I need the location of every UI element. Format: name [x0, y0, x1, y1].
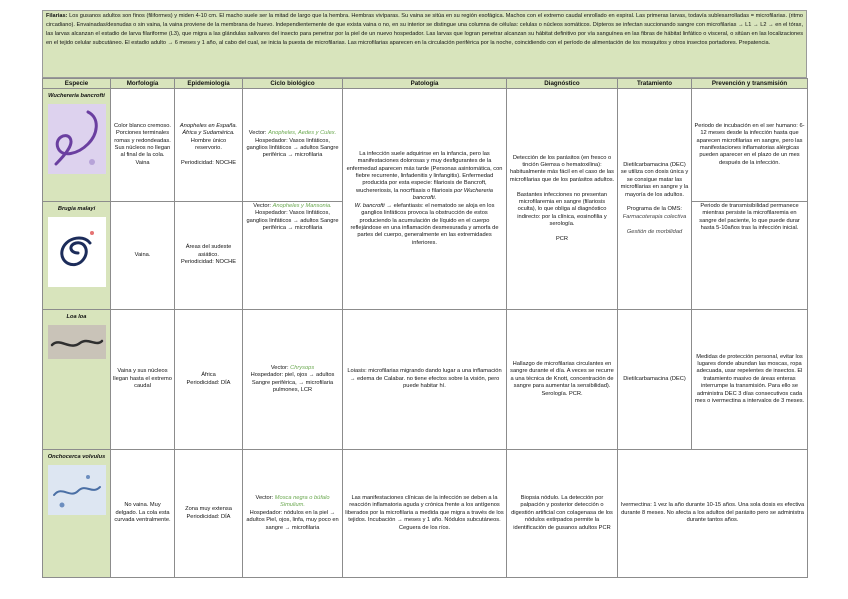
species-name: Loa loa [66, 314, 87, 320]
table-row-wuchereria [43, 89, 808, 202]
species-cell-onchocerca [43, 450, 111, 578]
cycle-cell: Vector: Mosca negra o búfalo Simulium. Hospedador: nódulos en la piel → adultos Piel, ojos, linfa, muy poco en sangre → microfilaria [243, 450, 343, 578]
table-row-onchocerca [43, 450, 808, 578]
treatment-prevention-cell: Ivermectina: 1 vez la año durante 10-15 años. Una sola dosis es efectiva durante 8 meses. No afecta a los adultos del parásito pero se administra durante tantos años. [618, 450, 808, 578]
epidemiology-cell: África Periodicidad: DÍA [175, 310, 243, 450]
morphology-cell: No vaina. Muy delgado. La cola esta curvada ventralmente. [111, 450, 175, 578]
diagnosis-cell: Hallazgo de microfilarias circulantes en sangre durante el día. A veces se recurre a una técnica de Knott, concentración de sangre para aumentar la sensibilidad). Serología. PCR. [507, 310, 618, 450]
epidemiology-cell: Áreas del sudeste asiático. Periodicidad: NOCHE [175, 202, 243, 310]
header-prevencion: Prevención y transmisión [692, 79, 808, 89]
header-tratamiento: Tratamiento [618, 79, 692, 89]
cycle-cell: Vector: Anopheles y Mansonia. Hospedador: Vasos linfáticos, ganglios linfáticos → adultos Sangre periférica → microfilaria [243, 202, 343, 310]
header-especie: Especie [43, 79, 111, 89]
morphology-cell: Color blanco cremoso. Porciones terminales romas y redondeadas. Sus núcleos no llegan al final de la cola. Vaina [111, 89, 175, 202]
intro-text: Los gusanos adultos son finos (filiformes) y miden 4-10 cm. El macho suele ser la mitad de largo que la hembra. Hembras vivíparas. Su vaina se sitúa en su región esofágica. Machos con el extremo caudal enrollado en espiral. Las primeras larvas, todavía sublesarrolladas = microfilarias. (ritmo circadiano). Envainadas/desnudas o sin vaina, la vaina proviene de la membrana de huevo. Independientemente de que exista vaina o no, en su interior se distingue una columna de células: celulas o núcleos somáticos. Dípteros se infectan succionando sangre con microfilarias → L1 → L2 → en el tórax, las larvas alcanzan el estadio de larva filariforme (L3), que migra a las glándulas salivares del insecto para penetrar por la piel de un nuevo hospedador. Las larvas que logran penetrar alcanzan su hábitat definitivo por vía sanguínea en las fibras de hábitat linfático o visceral, o sitúan en las localizaciones en el tejido celular subcutáneo. El estadio adulto → 6 meses y 1 año, al cabo del cual, se inicia la puesta de microfilarias. Las microfilarias aparecen en la circulación periférica por la noche, coincidiendo con el período de alimentación de los mosquitos y otros insectos portadores. Prepatencia. [46, 13, 803, 46]
header-ciclo: Ciclo biológico [243, 79, 343, 89]
cycle-cell: Vector: Anopheles, Aedes y Culex. Hospedador: Vasos linfáticos, ganglios linfáticos → adultos Sangre periférica → microfilaria [243, 89, 343, 202]
species-cell-loa [43, 310, 111, 450]
pathology-cell: Loiasis: microfilarias migrando dando lugar a una inflamación → edema de Calabar. no tiene efectos sobre la visión, pero puede habitar hí. [343, 310, 507, 450]
header-epidemiologia: Epidemiología [175, 79, 243, 89]
cycle-cell: Vector: Chrysops Hospedador: piel, ojos → adultos Sangre periférica, → microfilaria pulmones, LCR [243, 310, 343, 450]
header-morfologia: Morfología [111, 79, 175, 89]
table-row-loa [43, 310, 808, 450]
prevention-cell: Periodo de incubación en el ser humano: 6-12 meses desde la infección hasta que aparecen microfilarias en sangre, pero las manifestaciones inflamatorias alérgicas pueden aparecer en el plazo de un mes después de la infección. [692, 89, 808, 202]
loa-microfilaria-image [48, 325, 106, 359]
treatment-cell: Dietilcarbamacina (DEC) [618, 310, 692, 450]
morphology-cell: Vaina. [111, 202, 175, 310]
species-name: Onchocerca volvulus [47, 454, 106, 460]
header-patologia: Patología [343, 79, 507, 89]
intro-lead: Filarias: [46, 13, 68, 19]
header-diagnostico: Diagnóstico [507, 79, 618, 89]
epidemiology-cell: Anopheles en España. África y Sudamérica. Hombre único reservorio. Periodicidad: NOCHE [175, 89, 243, 202]
species-name: Wuchereria bancrofti [48, 93, 105, 99]
onchocerca-microfilaria-image [48, 465, 106, 515]
prevention-cell: Periodo de transmisibilidad permanece mientras persiste la microfilaremia en sangre del paciente, lo que puede durar hasta 5-10años tras la infección inicial. [692, 202, 808, 310]
pathology-cell: Las manifestaciones clínicas de la infección se deben a la reacción inflamatoria aguda y crónica frente a los antígenos liberados por la microfilaria a medida que migra a través de los tejidos. Incubación → meses y 1 año. Nódulos subcutáneos. Ceguera de los ríos. [343, 450, 507, 578]
brugia-microfilaria-image [48, 217, 106, 287]
header-row [43, 79, 808, 89]
intro-paragraph [42, 10, 807, 78]
epidemiology-cell: Zona muy extensa Periodicidad: DÍA [175, 450, 243, 578]
diagnosis-cell-shared: Detección de los parásitos (en fresco o tinción Giemsa o hematoxilina): habitualmente más fácil en el caso de las microfilarias que de los parásitos adultos. Bastantes infecciones no presentan microfilaremia en sangre (filariosis oculta), lo que obliga al diagnóstico indirecto: por la clínica, eosinofilia y serología. PCR [507, 89, 618, 310]
wuchereria-microfilaria-image [48, 104, 106, 174]
treatment-cell-shared: Dietilcarbamacina (DEC) se utiliza con dosis única y se consigue matar las microfilarias en sangre y la mayoría de los adultos. Programa de la OMS: Farmacoterapia colectiva Gestión de morbilidad [618, 89, 692, 310]
diagnosis-cell: Biopsia nódulo. La detección por palpación y posterior detección o digestión artificial con colagenasa de los nódulos extirpados permite la identificación de gusanos adultos PCR [507, 450, 618, 578]
filarias-sheet [42, 10, 807, 578]
morphology-cell: Vaina y sus núcleos llegan hasta el extremo caudal [111, 310, 175, 450]
prevention-cell: Medidas de protección personal, evitar los lugares donde abundan las moscas, ropa adecuada, usar repelentes de insectos. El tratamiento masivo de áreas enteras interrumpe la transmisión. Para ello se administra DEC 3 días consecutivos cada mes o ivermectina a intervalos de 3 meses. [692, 310, 808, 450]
species-name: Brugia malayi [57, 206, 96, 212]
species-cell-brugia [43, 202, 111, 310]
species-cell-wuchereria [43, 89, 111, 202]
filarias-table [42, 78, 808, 578]
pathology-cell-shared: La infección suele adquirirse en la infancia, pero las manifestaciones dolorosas y muy desfigurantes de la enfermedad aparecen más tarde (Personas asintomática, con fiebre recurrente, linfadenitis y linfangitis). Enfermedad producida por esta especie: filariosis de Bancroft, wuchereriosis, la nocrftiasis o filariosis por Wuchereria bancrofti. W. bancrofti → elefantiasis: el nematodo se aloja en los ganglios linfáticos provoca la obstrucción de estos produciendo la acumulación de líquido en el cuerpo reflejándose en una inflamación desmesurada y amorfa de partes del cuerpo, generalmente en las extremidades inferiores. [343, 89, 507, 310]
